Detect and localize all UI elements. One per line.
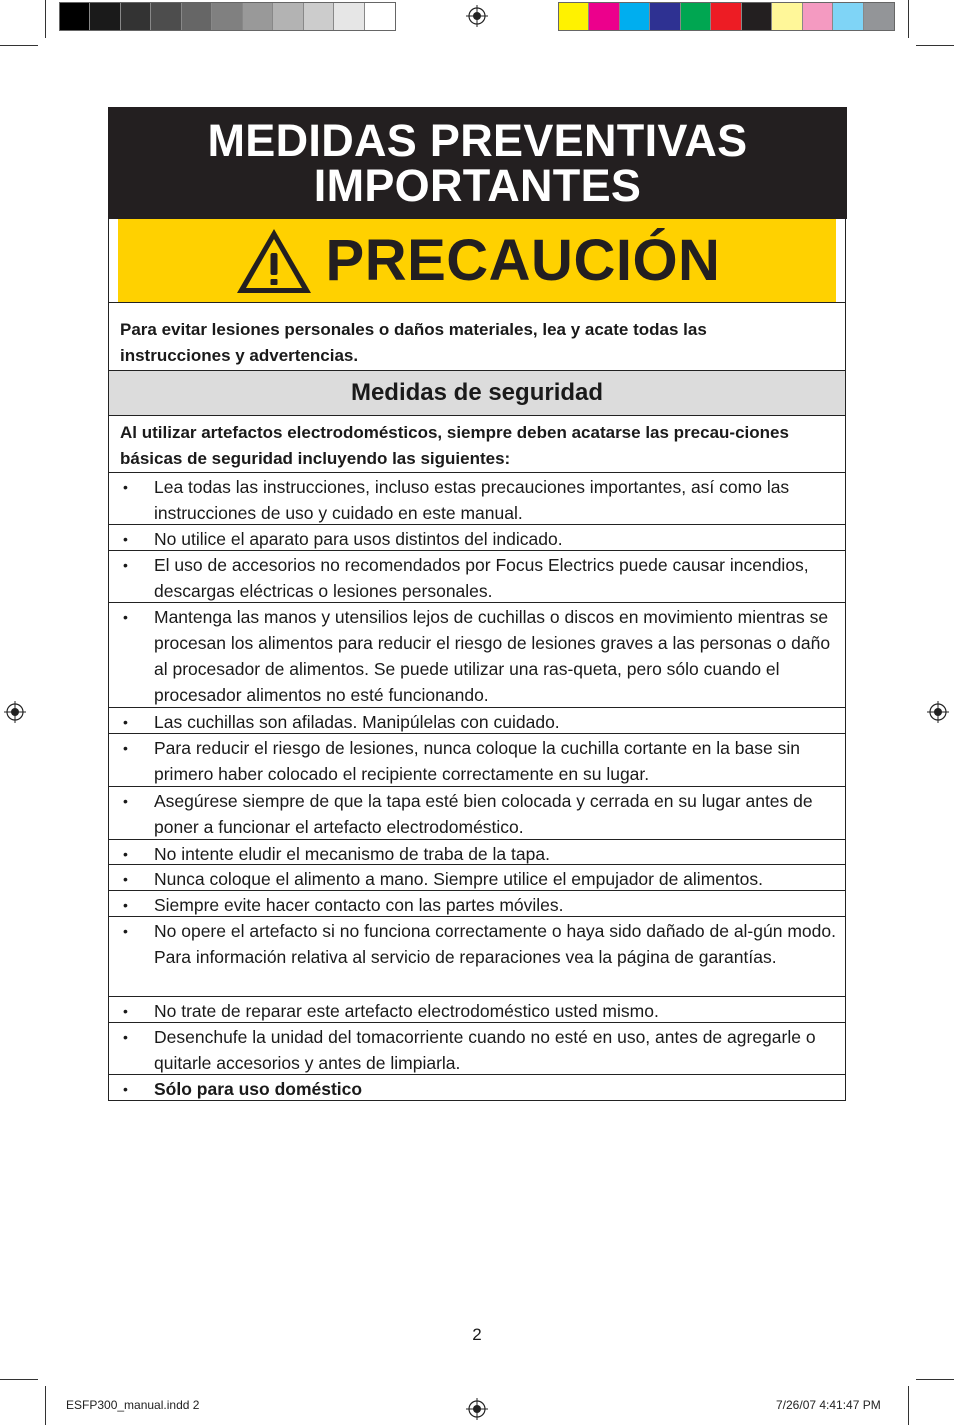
warning-triangle-icon — [234, 226, 314, 296]
bullet: • — [123, 793, 128, 809]
divider — [108, 733, 846, 734]
color-swatch — [334, 3, 364, 30]
bullet: • — [123, 1003, 128, 1019]
list-item-text: Asegúrese siempre de que la tapa esté bien colocada y cerrada en su lugar antes de poner a funcionar el artefacto electrodoméstico. — [154, 791, 813, 837]
list-item — [109, 709, 845, 735]
file-slug: ESFP300_manual.indd 2 — [66, 1398, 200, 1412]
bullet: • — [123, 557, 128, 573]
list-item — [109, 735, 845, 788]
list-item-text: No intente eludir el mecanismo de traba de la tapa. — [154, 844, 550, 864]
date-slug: 7/26/07 4:41:47 PM — [776, 1398, 881, 1412]
divider — [108, 1074, 846, 1075]
registration-mark-icon — [466, 5, 488, 27]
intro-text: Para evitar lesiones personales o daños materiales, lea y acate todas las instrucciones y advertencias. — [120, 320, 707, 365]
list-item-text: Siempre evite hacer contacto con las partes móviles. — [154, 895, 564, 915]
bullet: • — [123, 871, 128, 887]
list-item-text: No trate de reparar este artefacto electrodoméstico usted mismo. — [154, 1001, 659, 1021]
bullet: • — [123, 609, 128, 625]
divider — [108, 472, 846, 473]
list-item-text: Desenchufe la unidad del tomacorriente cuando no esté en uso, antes de agregarle o quitarle accesorios y antes de limpiarla. — [154, 1027, 816, 1073]
color-swatch — [273, 3, 303, 30]
caution-banner — [118, 219, 836, 302]
section-title: Medidas de seguridad — [109, 371, 845, 415]
bullet: • — [123, 531, 128, 547]
list-item-text: Las cuchillas son afiladas. Manipúlelas con cuidado. — [154, 712, 560, 732]
divider — [108, 550, 846, 551]
color-swatch — [90, 3, 120, 30]
color-swatch — [121, 3, 151, 30]
bullet: • — [123, 1081, 128, 1097]
list-item — [109, 1024, 845, 1076]
list-item — [109, 866, 845, 892]
color-swatch — [711, 3, 741, 30]
color-swatch — [650, 3, 680, 30]
color-swatch — [60, 3, 90, 30]
list-item — [109, 892, 845, 918]
divider — [108, 996, 846, 997]
divider — [108, 839, 846, 840]
list-item-text: Lea todas las instrucciones, incluso estas precauciones importantes, así como las instrucciones de uso y cuidado en este manual. — [154, 477, 790, 523]
registration-mark-icon — [466, 1398, 488, 1420]
bullet: • — [123, 897, 128, 913]
page-number: 2 — [472, 1325, 482, 1344]
caution-heading: PRECAUCIÓN — [325, 228, 721, 293]
list-item-text: Nunca coloque el alimento a mano. Siempre utilice el empujador de alimentos. — [154, 869, 763, 889]
list-item — [109, 604, 845, 709]
color-swatch — [589, 3, 619, 30]
list-item — [109, 526, 845, 552]
list-item — [109, 788, 845, 841]
bullet: • — [123, 479, 128, 495]
title-line-2: IMPORTANTES — [313, 160, 642, 211]
list-item — [109, 841, 845, 866]
registration-mark-icon — [927, 701, 949, 723]
list-item — [109, 998, 845, 1024]
list-item — [109, 918, 845, 998]
divider — [108, 786, 846, 787]
crop-mark — [916, 1379, 954, 1380]
color-swatch — [559, 3, 589, 30]
divider — [108, 602, 846, 603]
crop-mark — [45, 0, 46, 38]
divider — [108, 864, 846, 865]
crop-mark — [0, 1379, 38, 1380]
crop-mark — [0, 45, 38, 46]
registration-mark-icon — [4, 701, 26, 723]
list-item-text: El uso de accesorios no recomendados por Focus Electrics puede causar incendios, descargas eléctricas o lesiones personales. — [154, 555, 809, 601]
process-color-bar — [558, 2, 895, 31]
color-swatch — [304, 3, 334, 30]
divider — [108, 415, 846, 416]
color-swatch — [772, 3, 802, 30]
section-lead: Al utilizar artefactos electrodomésticos, siempre deben acatarse las precau-ciones básicas de seguridad incluyendo las siguientes: — [120, 423, 789, 468]
list-item — [109, 1076, 845, 1102]
crop-mark — [908, 0, 909, 38]
color-swatch — [243, 3, 273, 30]
crop-mark — [45, 1386, 46, 1425]
list-item-text: No opere el artefacto si no funciona correctamente o haya sido dañado de al-gún modo. Para información relativa al servicio de reparaciones vea la página de garantías. — [154, 921, 836, 967]
list-item — [109, 552, 845, 604]
list-item-text: No utilice el aparato para usos distintos del indicado. — [154, 529, 563, 549]
list-item-text: Sólo para uso doméstico — [154, 1079, 363, 1099]
bullet: • — [123, 846, 128, 862]
divider — [108, 707, 846, 708]
color-swatch — [803, 3, 833, 30]
list-item — [109, 474, 845, 526]
page-title — [108, 107, 847, 219]
title-line-1: MEDIDAS PREVENTIVAS — [207, 115, 748, 166]
bullet: • — [123, 1029, 128, 1045]
color-swatch — [681, 3, 711, 30]
color-swatch — [833, 3, 863, 30]
divider — [108, 302, 846, 303]
color-swatch — [365, 3, 395, 30]
divider — [108, 916, 846, 917]
color-swatch — [182, 3, 212, 30]
divider — [108, 1022, 846, 1023]
crop-mark — [908, 1386, 909, 1425]
list-item-text: Para reducir el riesgo de lesiones, nunca coloque la cuchilla cortante en la base sin primero haber colocado el recipiente correctamente en su lugar. — [154, 738, 800, 784]
bullet: • — [123, 923, 128, 939]
list-item-text: Mantenga las manos y utensilios lejos de cuchillas o discos en movimiento mientras se procesan los alimentos para reducir el riesgo de lesiones graves a las personas o daño al procesador de alimentos. Se puede utilizar una ras-queta, pero sólo cuando el procesador alimentos no esté funcionando. — [154, 607, 831, 705]
grayscale-color-bar — [59, 2, 396, 31]
divider — [108, 890, 846, 891]
color-swatch — [151, 3, 181, 30]
divider — [108, 524, 846, 525]
color-swatch — [212, 3, 242, 30]
bullet: • — [123, 714, 128, 730]
color-swatch — [864, 3, 894, 30]
color-swatch — [742, 3, 772, 30]
color-swatch — [620, 3, 650, 30]
crop-mark — [916, 45, 954, 46]
bullet: • — [123, 740, 128, 756]
